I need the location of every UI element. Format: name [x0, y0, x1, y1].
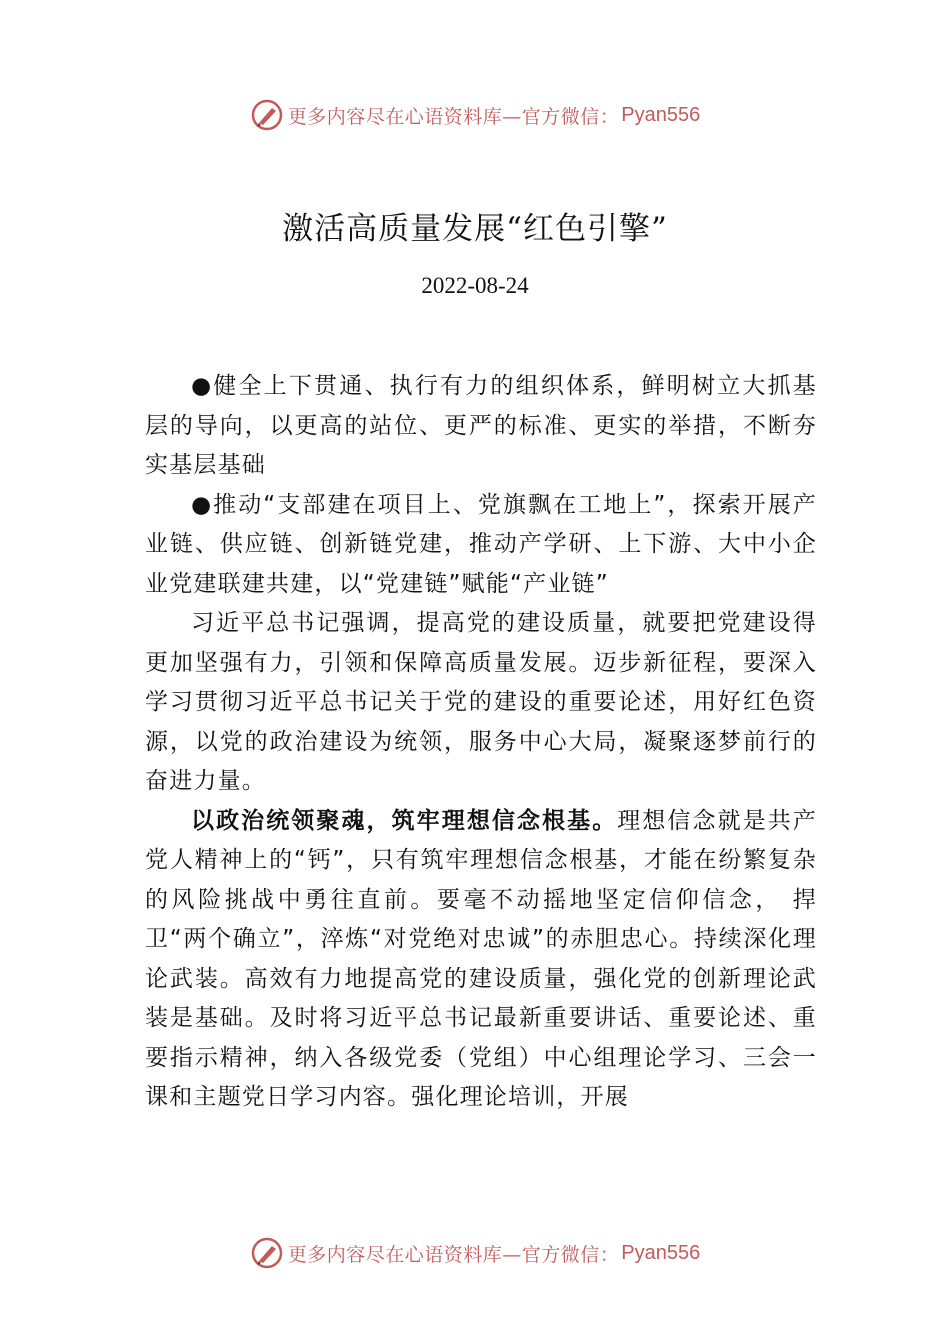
paragraph-intro — [145, 604, 817, 802]
paragraph-text: 习近平总书记强调，提高党的建设质量，就要把党建设得更加坚强有力，引领和保障高质量发展。迈步新征程，要深入学习贯彻习近平总书记关于党的建设的重要论述，用好红色资源，以党的政治建设为统领，服务中心大局，凝聚逐梦前行的奋进力量。 — [145, 610, 817, 794]
watermark-wechat-id: Pyan556 — [621, 1241, 701, 1264]
paragraph-bullet-1 — [145, 367, 817, 486]
paragraph-bullet-2 — [145, 486, 817, 605]
paragraph-text: 理想信念就是共产党人精神上的“钙”，只有筑牢理想信念根基，才能在纷繁复杂的风险挑战中勇往直前。要毫不动摇地坚定信仰信念， 捍卫“两个确立”，淬炼“对党绝对忠诚”的赤胆忠心。持续深化理论武装。高效有力地提高党的建设质量，强化党的创新理论武装是基础。及时将习近平总书记最新重要讲话、重要论述、重要指示精神，纳入各级党委（党组）中心组理论学习、三会一课和主题党日学习内容。强化理论培训，开展 — [145, 807, 817, 1110]
article-date: 2022-08-24 — [421, 273, 529, 298]
paragraph-text: ●推动“支部建在项目上、党旗飘在工地上”，探索开展产业链、供应链、创新链党建，推动产学研、上下游、大中小企业党建联建共建，以“党建链”赋能“产业链” — [145, 491, 817, 597]
watermark-wechat-id: Pyan556 — [621, 103, 701, 126]
paragraph-section-1 — [145, 802, 817, 1118]
article-body — [145, 367, 817, 1118]
pen-logo-icon — [250, 98, 284, 132]
watermark-footer — [0, 1233, 950, 1273]
watermark-text: 更多内容尽在心语资料库—官方微信： — [287, 105, 620, 128]
watermark-text: 更多内容尽在心语资料库—官方微信： — [287, 1243, 620, 1266]
article-title: 激活高质量发展“红色引擎” — [282, 211, 668, 247]
pen-logo-icon — [250, 1236, 284, 1270]
paragraph-lead-heading: 以政治统领聚魂，筑牢理想信念根基。 — [191, 807, 618, 834]
paragraph-text: ●健全上下贯通、执行有力的组织体系，鲜明树立大抓基层的导向，以更高的站位、更严的标准、更实的举措，不断夯实基层基础 — [145, 373, 817, 478]
watermark-header — [0, 95, 950, 135]
